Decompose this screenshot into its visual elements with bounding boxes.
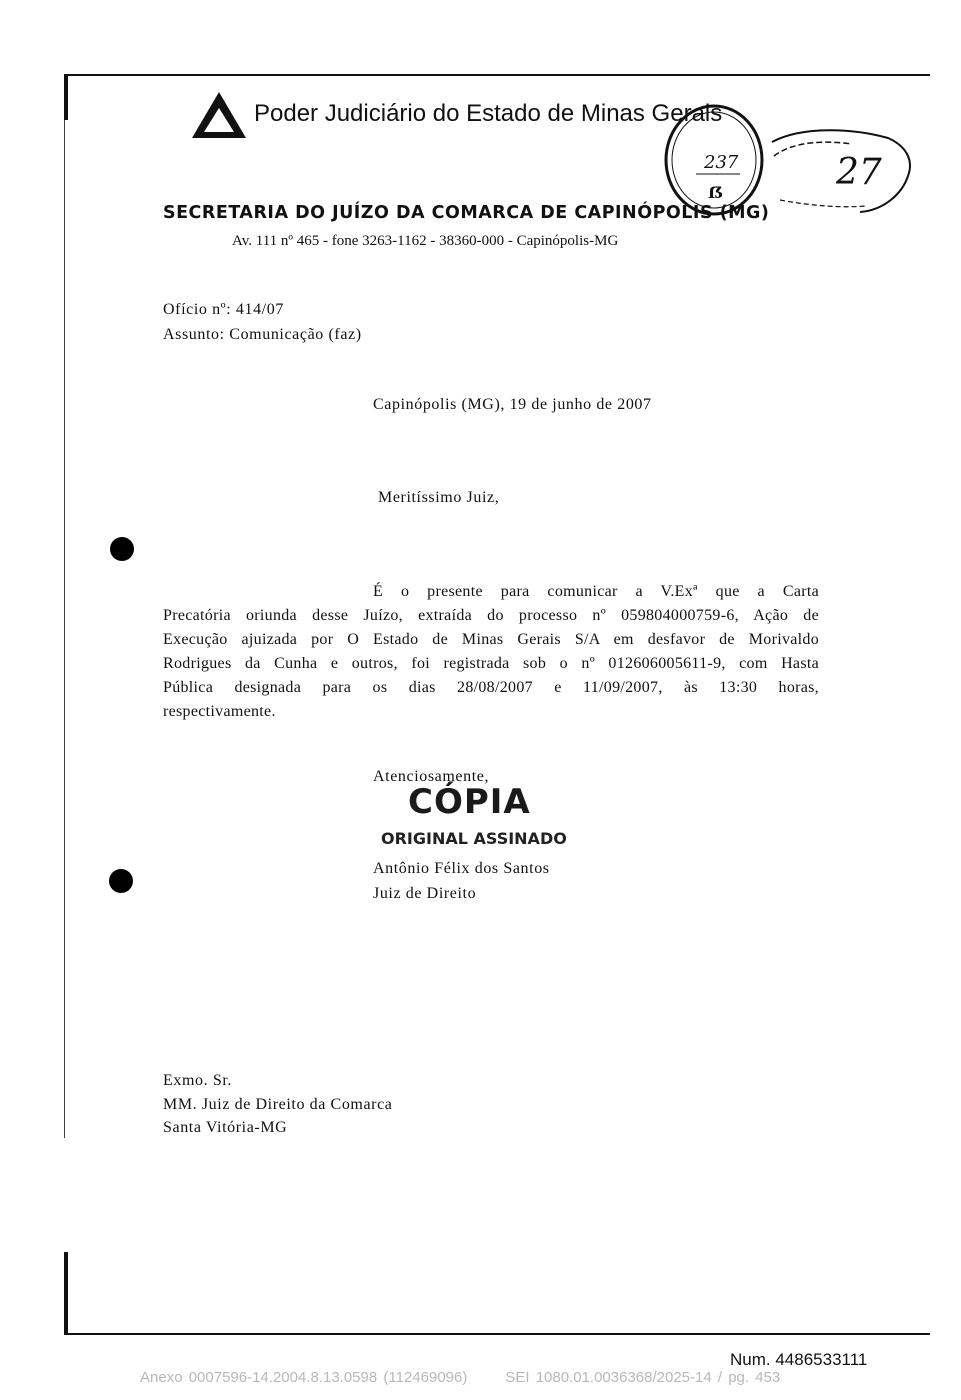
- punch-hole: [109, 869, 133, 893]
- page-footer: [140, 1369, 780, 1386]
- signer-name: Antônio Félix dos Santos: [373, 860, 550, 877]
- oficio-number: Ofício nº: 414/07: [163, 301, 284, 318]
- court-title: Poder Judiciário do Estado de Minas Gerais: [254, 100, 723, 127]
- body-line: É o presente para comunicar a V.Exª que a Carta: [373, 583, 819, 600]
- salutation: Meritíssimo Juiz,: [378, 489, 500, 506]
- original-signed-stamp: ORIGINAL ASSINADO: [381, 829, 567, 848]
- stamp-number: 237: [704, 152, 739, 173]
- recipient-line: MM. Juiz de Direito da Comarca: [163, 1096, 393, 1113]
- annex-reference: Anexo 0007596-14.2004.8.13.0598 (112469096): [140, 1369, 468, 1386]
- document-number: Num. 4486533111: [730, 1350, 868, 1369]
- frame-top-line: [64, 74, 930, 76]
- signer-title: Juiz de Direito: [373, 885, 477, 902]
- subject-line: Assunto: Comunicação (faz): [163, 326, 362, 343]
- frame-left-line: [64, 120, 65, 1138]
- frame-left-line: [64, 1252, 68, 1334]
- frame-left-line: [64, 74, 68, 120]
- body-line: Rodrigues da Cunha e outros, foi registrada sob o nº 012606005611-9, com Hasta: [163, 655, 819, 672]
- letter-date: Capinópolis (MG), 19 de junho de 2007: [373, 396, 652, 413]
- body-line: Pública designada para os dias 28/08/2007 e 11/09/2007, às 13:30 horas,: [163, 679, 819, 696]
- letter-body: [163, 580, 819, 724]
- body-line: Execução ajuizada por O Estado de Minas Gerais S/A em desfavor de Morivaldo: [163, 631, 819, 648]
- punch-hole: [110, 537, 134, 561]
- closing: Atenciosamente,: [373, 768, 490, 785]
- recipient-line: Exmo. Sr.: [163, 1072, 232, 1089]
- court-address: Av. 111 nº 465 - fone 3263-1162 - 38360-000 - Capinópolis-MG: [232, 233, 619, 249]
- secretaria-heading: SECRETARIA DO JUÍZO DA COMARCA DE CAPINÓPOLIS (MG): [163, 203, 770, 223]
- svg-text:ẞ: ẞ: [708, 183, 724, 202]
- judiciary-logo-icon: [190, 90, 248, 140]
- recipient-line: Santa Vitória-MG: [163, 1119, 288, 1136]
- body-line: Precatória oriunda desse Juízo, extraída do processo nº 059804000759-6, Ação de: [163, 607, 819, 624]
- sei-reference: SEI 1080.01.0036368/2025-14 / pg. 453: [505, 1369, 781, 1386]
- protocol-stamp: [662, 102, 922, 232]
- body-line: respectivamente.: [163, 703, 276, 720]
- frame-bottom-line: [64, 1333, 930, 1335]
- copy-stamp: CÓPIA: [408, 782, 531, 822]
- handwritten-number: 27: [836, 152, 882, 193]
